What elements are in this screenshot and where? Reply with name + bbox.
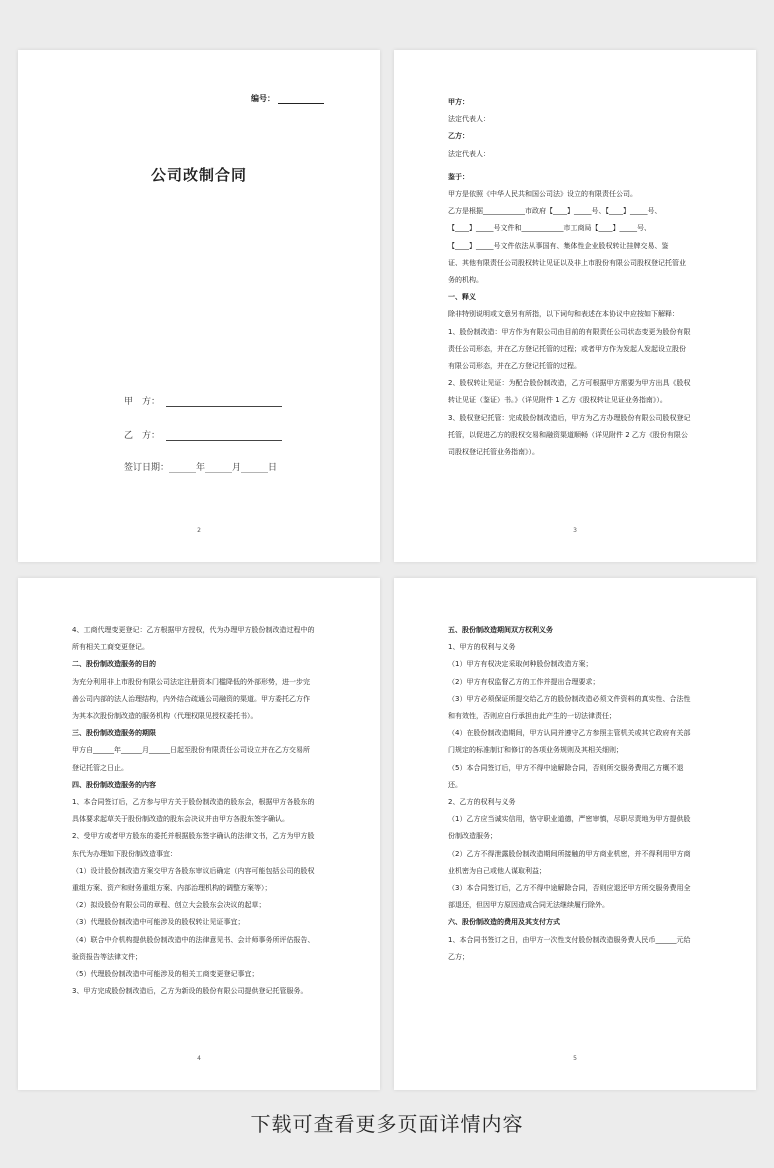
text-line: 验资报告等法律文件； [72, 952, 142, 961]
sign-date: 签订日期：______年______月______日 [124, 463, 278, 473]
text-line: 【____】_____号文件和____________市工商局【____】_____号、 [448, 224, 651, 233]
text-line: 登记托管之日止。 [72, 763, 128, 772]
party-b-field [124, 428, 282, 441]
page-body [448, 622, 708, 966]
section-heading: 乙方： [448, 132, 469, 141]
page-number: 4 [197, 1055, 201, 1062]
text-line: 甲方是依照《中华人民共和国公司法》设立的有限责任公司。 [448, 190, 637, 199]
text-line: 还。 [448, 780, 462, 789]
text-line: 转让见证（鉴证）书。》（详见附件 1 乙方《股权转让见证业务指南》）。 [448, 396, 667, 405]
text-line: 务的机构。 [448, 276, 483, 285]
text-line: 证、其他有限责任公司股权转让见证以及非上市股份有限公司股权登记托管业 [448, 258, 686, 267]
text-line: 有限公司形态，并在乙方登记托管的过程。 [448, 362, 581, 371]
text-line: （4）联合中介机构提供股份制改造中的法律意见书、会计师事务所评估报告、 [72, 935, 315, 944]
text-line: 1、本合同签订后，乙方参与甲方关于股份制改造的股东会，根据甲方各股东的 [72, 798, 315, 807]
text-line: （5）代理股份制改造中可能涉及的相关工商变更登记事宜； [72, 970, 259, 979]
section-heading: 一、释义 [448, 293, 476, 302]
text-line: （2）甲方有权监督乙方的工作并提出合理要求； [448, 677, 600, 686]
text-line: 除非特别说明或文意另有所指，以下词句和表述在本协议中应按如下解释： [448, 310, 679, 319]
section-heading: 三、股份制改造服务的期限 [72, 729, 156, 738]
text-line: 乙方是根据____________市政府【____】_____号、【____】_____号、 [448, 207, 662, 216]
text-line: 2、股权转让见证：为配合股份制改造，乙方可根据甲方需要为甲方出具《股权 [448, 379, 691, 388]
text-line: 份制改造服务； [448, 832, 497, 841]
text-line: （4）在股份制改造期间，甲方认同并遵守乙方参照主管机关或其它政府有关部 [448, 729, 691, 738]
text-line: （1）乙方应当诚实信用，恪守职业道德，严密审慎，尽职尽责地为甲方提供股 [448, 815, 691, 824]
section-heading: 甲方： [448, 98, 469, 106]
text-line: （2）乙方不得泄露股份制改造期间所接触的甲方商业机密，并不得利用甲方商 [448, 849, 691, 858]
section-heading: 五、股份制改造期间双方权利义务 [448, 626, 553, 634]
text-line: 【____】_____号文件依法从事国有、集体性企业股权转让挂牌交易、鉴 [448, 241, 669, 250]
contract-page-3 [394, 50, 756, 562]
party-a-field [124, 394, 282, 407]
text-line: 1、本合同书签订之日，由甲方一次性支付股份制改造服务费人民币______元给 [448, 935, 691, 944]
download-caption: 下载可查看更多页面详情内容 [250, 1112, 524, 1136]
text-line: （2）拟设股份有限公司的章程、创立大会股东会决议的起草； [72, 901, 266, 910]
page-number: 2 [197, 527, 201, 534]
text-line: 善公司内部的法人治理结构，内外结合疏通公司融资的渠道。甲方委托乙方作 [72, 694, 310, 703]
contract-cover-page [18, 50, 380, 562]
party-b-blank [166, 430, 282, 441]
text-line: 甲方自______年______月______日起至股份有限责任公司设立并在乙方交易所 [72, 746, 310, 755]
section-heading: 鉴于： [448, 172, 469, 181]
text-line: 重组方案、资产和财务重组方案、内部治理机构的调整方案等）； [72, 884, 272, 893]
document-title: 公司改制合同 [150, 166, 247, 184]
serial-number-label: 编号： [251, 94, 275, 103]
text-line: 4、工商代理变更登记：乙方根据甲方授权，代为办理甲方股份制改造过程中的 [72, 626, 315, 634]
text-line: 具体要求起草关于股份制改造的股东会决议并由甲方各股东签字确认。 [72, 815, 289, 824]
page-body [72, 622, 332, 1000]
serial-number-field [251, 93, 324, 104]
section-heading: 四、股份制改造服务的内容 [72, 780, 156, 789]
text-line: 2、受甲方或者甲方股东的委托并根据股东签字确认的法律文书，乙方为甲方股 [72, 832, 315, 841]
party-a-label: 甲 方： [124, 397, 161, 407]
text-line: （3）代理股份制改造中可能涉及的股权转让见证事宜； [72, 918, 245, 927]
section-heading: 二、股份制改造服务的目的 [72, 660, 156, 669]
text-line: 门规定的标准制订和修订的各项业务规则及其相关细则； [448, 746, 623, 755]
text-line: 东代为办理如下股份制改造事宜： [72, 849, 177, 858]
text-line: 2、乙方的权利与义务 [448, 798, 516, 807]
text-line: 业机密为自己或他人谋取利益； [448, 866, 546, 875]
page-number: 3 [573, 527, 577, 534]
contract-page-5 [394, 578, 756, 1090]
party-a-blank [166, 396, 282, 407]
party-b-label: 乙 方： [124, 431, 161, 441]
section-heading: 六、股份制改造的费用及其支付方式 [448, 918, 560, 927]
text-line: （5）本合同签订后，甲方不得中途解除合同，否则所交服务费用乙方概不退 [448, 763, 684, 772]
text-line: （3）本合同签订后，乙方不得中途解除合同，否则应退还甲方所交服务费用全 [448, 884, 691, 893]
text-line: 为其本次股份制改造的服务机构（代理权限见授权委托书）。 [72, 712, 258, 721]
text-line: 1、股份制改造：甲方作为有限公司由目前的有限责任公司状态变更为股份有限 [448, 327, 691, 336]
serial-number-blank [278, 94, 324, 104]
text-line: （3）甲方必须保证所提交给乙方的股份制改造必须文件资料的真实性、合法性 [448, 694, 691, 703]
contract-page-4 [18, 578, 380, 1090]
text-line: （1）甲方有权决定采取何种股份制改造方案； [448, 660, 593, 669]
text-line: 所有相关工商变更登记。 [72, 643, 149, 652]
text-line: 责任公司形态，并在乙方登记托管的过程；或者甲方作为发起人发起设立股份 [448, 344, 686, 353]
text-line: 托管，以促进乙方的股权交易和融资渠道顺畅（详见附件 2 乙方《股份有限公 [448, 430, 688, 439]
text-line: 和有效性，否则应自行承担由此产生的一切法律责任； [448, 712, 616, 721]
text-line: 3、甲方完成股份制改造后，乙方为新设的股份有限公司提供登记托管服务。 [72, 987, 308, 996]
text-line: 法定代表人： [448, 149, 490, 158]
text-line: 司股权登记托管业务指南》）。 [448, 448, 539, 457]
text-line: 为充分利用非上市股份有限公司法定注册资本门槛降低的外部形势，进一步完 [72, 677, 310, 686]
text-line: 乙方； [448, 952, 469, 961]
text-line: 部退还，但因甲方原因造成合同无法继续履行除外。 [448, 901, 609, 910]
text-line: 法定代表人： [448, 115, 490, 124]
text-line: 1、甲方的权利与义务 [448, 643, 516, 652]
page-number: 5 [573, 1055, 577, 1062]
page-body [448, 94, 708, 461]
text-line: 3、股权登记托管：完成股份制改造后，甲方为乙方办理股份有限公司股权登记 [448, 413, 691, 422]
text-line: （1）设计股份制改造方案交甲方各股东审议后确定（内容可能包括公司的股权 [72, 866, 315, 875]
